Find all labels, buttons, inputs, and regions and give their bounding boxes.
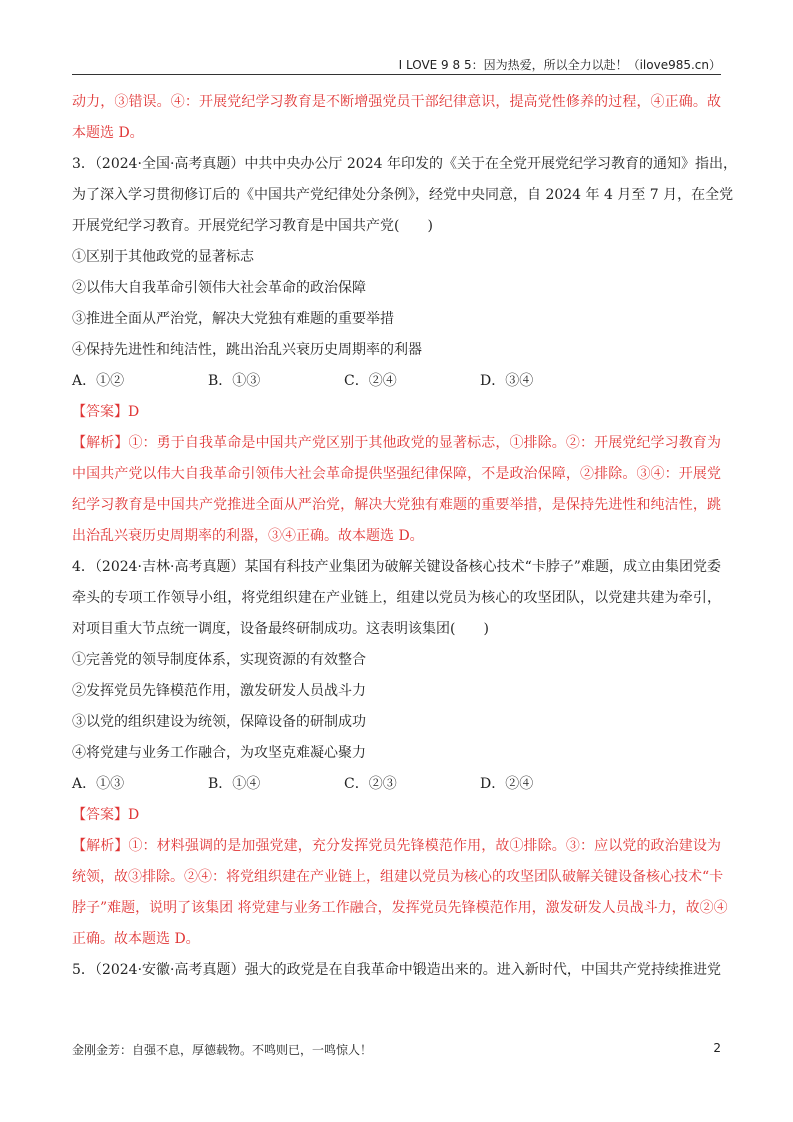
page-number: 2 — [713, 1041, 721, 1055]
question-text-line: 对项目重大节点统一调度，设备最终研制成功。这表明该集团( ) — [72, 621, 489, 637]
question-text-line: ②发挥党员先锋模范作用，激发研发人员战斗力 — [72, 683, 366, 699]
option-choice: A．①③ — [72, 776, 125, 792]
question-text-line: ②以伟大自我革命引领伟大社会革命的政治保障 — [72, 280, 366, 296]
answer-text-line: 【解析】①：勇于自我革命是中国共产党区别于其他政党的显著标志，①排除。②：开展党纪学习教育为 — [72, 435, 721, 451]
option-choice: B．①③ — [208, 373, 261, 389]
question-text-line: 4．（2024·吉林·高考真题）某国有科技产业集团为破解关键设备核心技术“卡脖子”难题，成立由集团党委 — [72, 559, 721, 575]
option-choice: A．①② — [72, 373, 125, 389]
answer-options — [72, 774, 721, 805]
answer-text-line: 出治乱兴衰历史周期率的利器，③④正确。故本题选 D。 — [72, 528, 424, 544]
page-footer — [72, 1041, 721, 1058]
page-header: I LOVE 9 8 5：因为热爱，所以全力以赴！（ilove985.cn） — [398, 58, 721, 72]
answer-text-line: 【答案】D — [72, 807, 140, 823]
question-text-line: ④保持先进性和纯洁性，跳出治乱兴衰历史周期率的利器 — [72, 342, 422, 358]
answer-text-line: 中国共产党以伟大自我革命引领伟大社会革命提供坚强纪律保障，不是政治保障，②排除。③④：开展党 — [72, 466, 721, 482]
question-text-line: 5．（2024·安徽·高考真题）强大的政党是在自我革命中锻造出来的。进入新时代，中国共产党持续推进党 — [72, 962, 721, 978]
footer-motto: 金刚金芳：自强不息，厚德载物。不鸣则已，一鸣惊人！ — [72, 1043, 373, 1057]
answer-text-line: 脖子”难题，说明了该集团 将党建与业务工作融合，发挥党员先锋模范作用，激发研发人员战斗力，故②④ — [72, 900, 728, 916]
answer-text-line: 纪学习教育是中国共产党推进全面从严治党，解决大党独有难题的重要举措，是保持先进性和纯洁性，跳 — [72, 497, 721, 513]
question-text-line: ①区别于其他政党的显著标志 — [72, 249, 254, 265]
answer-text-line: 正确。故本题选 D。 — [72, 931, 200, 947]
option-choice: C．②④ — [344, 373, 397, 389]
answer-text-line: 本题选 D。 — [72, 125, 144, 141]
option-choice: D．②④ — [480, 776, 534, 792]
option-choice: B．①④ — [208, 776, 261, 792]
option-choice: D．③④ — [480, 373, 534, 389]
document-body — [72, 92, 737, 991]
question-text-line: ③以党的组织建设为统领，保障设备的研制成功 — [72, 714, 366, 730]
header-divider — [72, 74, 721, 75]
answer-text-line: 统领，故③排除。②④：将党组织建在产业链上，组建以党员为核心的攻坚团队破解关键设备核心技术“卡 — [72, 869, 724, 885]
question-text-line: 牵头的专项工作领导小组，将党组织建在产业链上，组建以党员为核心的攻坚团队，以党建共建为牵引， — [72, 590, 721, 606]
question-text-line: ①完善党的领导制度体系，实现资源的有效整合 — [72, 652, 366, 668]
answer-text-line: 【解析】①：材料强调的是加强党建，充分发挥党员先锋模范作用，故①排除。③：应以党的政治建设为 — [72, 838, 721, 854]
answer-text-line: 动力，③错误。④：开展党纪学习教育是不断增强党员干部纪律意识，提高党性修养的过程，④正确。故 — [72, 94, 721, 110]
question-text-line: ④将党建与业务工作融合，为攻坚克难凝心聚力 — [72, 745, 366, 761]
answer-text-line: 【答案】D — [72, 404, 140, 420]
question-text-line: 开展党纪学习教育。开展党纪学习教育是中国共产党( ) — [72, 218, 433, 234]
option-choice: C．②③ — [344, 776, 397, 792]
question-text-line: 3．（2024·全国·高考真题）中共中央办公厅 2024 年印发的《关于在全党开展党纪学习教育的通知》指出， — [72, 156, 737, 172]
answer-options — [72, 371, 721, 402]
question-text-line: 为了深入学习贯彻修订后的《中国共产党纪律处分条例》，经党中央同意，自 2024 年 4 月至 7 月，在全党 — [72, 187, 734, 203]
question-text-line: ③推进全面从严治党，解决大党独有难题的重要举措 — [72, 311, 394, 327]
